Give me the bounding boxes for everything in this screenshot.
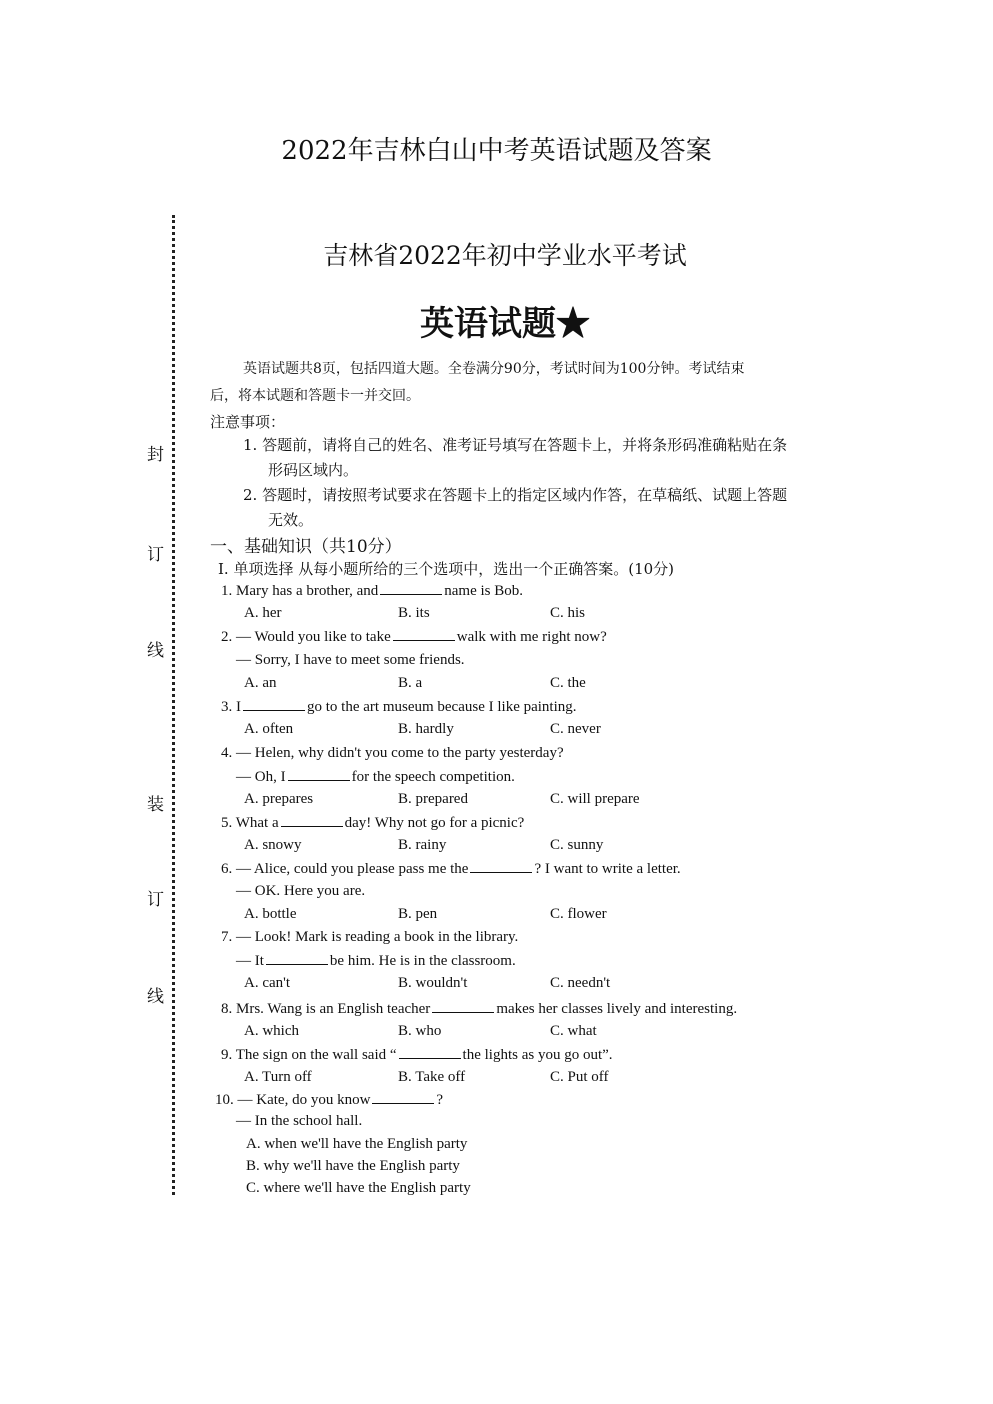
notice-item: 1. 答题前，请将自己的姓名、准考证号填写在答题卡上，并将条形码准确粘贴在条 — [243, 436, 788, 454]
option: A. can't — [244, 975, 291, 991]
question-reply: — Sorry, I have to meet some friends. — [236, 652, 465, 668]
question-reply: — Oh, I for the speech competition. — [236, 769, 515, 785]
binding-char: 订 — [147, 545, 164, 565]
option: B. why we'll have the English party — [246, 1158, 460, 1174]
answer-blank[interactable] — [399, 1046, 461, 1059]
option: C. will prepare — [550, 791, 640, 807]
intro-line: 后，将本试题和答题卡一并交回。 — [210, 388, 420, 404]
option: A. which — [244, 1023, 299, 1039]
binding-char: 封 — [147, 445, 164, 465]
question-reply: — In the school hall. — [236, 1113, 363, 1129]
option: C. what — [550, 1023, 597, 1039]
option: C. his — [550, 605, 586, 621]
option: C. never — [550, 721, 601, 737]
binding-dotted-line — [172, 215, 175, 1195]
option: C. needn't — [550, 975, 611, 991]
notice-heading: 注意事项： — [210, 413, 286, 431]
part-heading: Ⅰ. 单项选择 从每小题所给的三个选项中，选出一个正确答案。(10分) — [218, 560, 675, 578]
document-title: 2022年吉林白山中考英语试题及答案 — [281, 136, 712, 166]
option: A. snowy — [244, 837, 302, 853]
option: B. hardly — [398, 721, 454, 737]
notice-item-cont: 无效。 — [268, 511, 314, 529]
question-reply: — OK. Here you are. — [236, 883, 366, 899]
exam-title: 吉林省2022年初中学业水平考试 — [323, 241, 687, 270]
option: A. often — [244, 721, 294, 737]
question-stem: 3. I go to the art museum because I like painting. — [221, 699, 577, 715]
question-stem: 7. — Look! Mark is reading a book in the library. — [221, 929, 519, 945]
option: C. where we'll have the English party — [246, 1180, 471, 1196]
question-reply: — It be him. He is in the classroom. — [236, 953, 516, 969]
binding-char: 线 — [147, 987, 164, 1007]
binding-char: 装 — [147, 795, 164, 815]
question-stem: 2. — Would you like to take walk with me right now? — [221, 629, 607, 645]
question-stem: 8. Mrs. Wang is an English teacher makes her classes lively and interesting. — [221, 1001, 738, 1017]
subject-title: 英语试题★ — [420, 304, 590, 344]
answer-blank[interactable] — [288, 768, 350, 781]
section-heading: 一、基础知识（共10分） — [210, 537, 402, 557]
option: B. Take off — [398, 1069, 466, 1085]
answer-blank[interactable] — [470, 860, 532, 873]
notice-item-cont: 形码区域内。 — [268, 461, 359, 479]
option: B. a — [398, 675, 423, 691]
answer-blank[interactable] — [372, 1091, 434, 1104]
answer-blank[interactable] — [281, 814, 343, 827]
answer-blank[interactable] — [393, 628, 455, 641]
answer-blank[interactable] — [432, 1000, 494, 1013]
option: A. prepares — [244, 791, 314, 807]
question-stem: 1. Mary has a brother, and name is Bob. — [221, 583, 524, 599]
option: A. bottle — [244, 906, 297, 922]
option: C. Put off — [550, 1069, 609, 1085]
option: C. flower — [550, 906, 607, 922]
option: C. sunny — [550, 837, 604, 853]
answer-blank[interactable] — [243, 698, 305, 711]
question-stem: 6. — Alice, could you please pass me the ? I want to write a letter. — [221, 861, 681, 877]
question-stem: 5. What a day! Why not go for a picnic? — [221, 815, 525, 831]
option: B. who — [398, 1023, 442, 1039]
binding-char: 订 — [147, 890, 164, 910]
binding-char: 线 — [147, 641, 164, 661]
option: A. when we'll have the English party — [246, 1136, 468, 1152]
option: B. prepared — [398, 791, 468, 807]
option: A. her — [244, 605, 282, 621]
option: B. its — [398, 605, 430, 621]
answer-blank[interactable] — [266, 952, 328, 965]
intro-line: 英语试题共8页，包括四道大题。全卷满分90分，考试时间为100分钟。考试结束 — [243, 361, 745, 377]
option: A. an — [244, 675, 277, 691]
option: C. the — [550, 675, 586, 691]
option: B. pen — [398, 906, 438, 922]
question-stem: 10. — Kate, do you know ? — [215, 1092, 444, 1108]
notice-item: 2. 答题时，请按照考试要求在答题卡上的指定区域内作答，在草稿纸、试题上答题 — [243, 486, 788, 504]
option: A. Turn off — [244, 1069, 312, 1085]
question-stem: 4. — Helen, why didn't you come to the party yesterday? — [221, 745, 564, 761]
option: B. wouldn't — [398, 975, 468, 991]
option: B. rainy — [398, 837, 447, 853]
question-stem: 9. The sign on the wall said “ the lights as you go out”. — [221, 1047, 613, 1063]
answer-blank[interactable] — [380, 582, 442, 595]
